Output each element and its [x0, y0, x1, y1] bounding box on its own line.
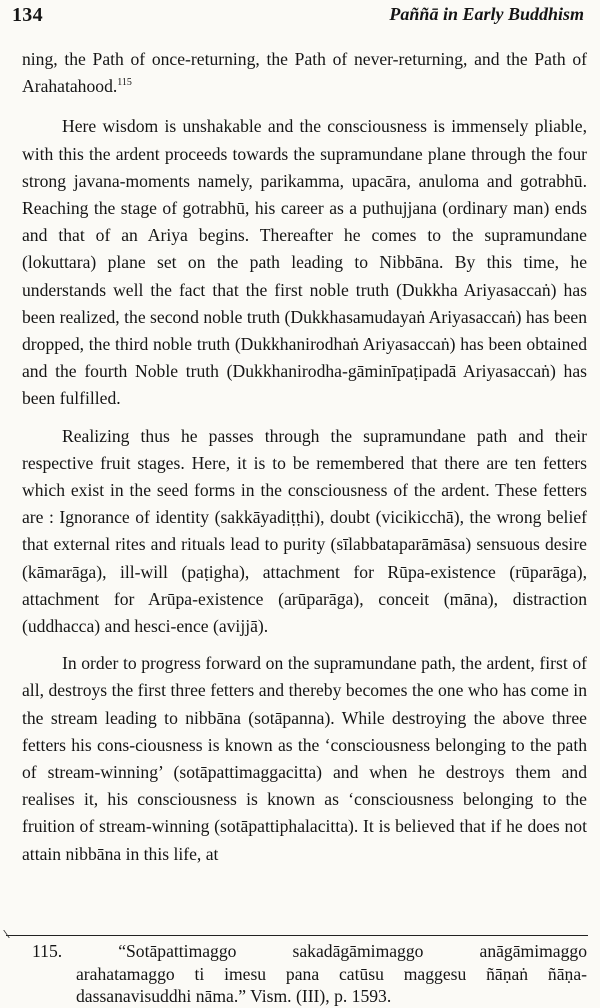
footnote-line: dassanavisuddhi nāma.” Vism. (III), p. 1593.: [76, 986, 392, 1006]
running-title: Paññā in Early Buddhism: [389, 4, 584, 24]
footnote-divider: [6, 935, 588, 936]
paragraph-stream-winning: In order to progress forward on the supramundane path, the ardent, first of all, destroys the first three fetters and thereby becomes the one who has come in the stream leading to nibbāna (sotāpanna). While destroying the above three fetters his cons-ciousness is known as the ‘consciousness belonging to the path of stream-winning’ (sotāpattimaggacitta) and when he destroys them and realises it, his consciousness is known as ‘consciousness belonging to the fruition of stream-winning (sotāpattiphalacitta). It is believed that if he does not attain nibbāna in this life, at: [22, 653, 587, 864]
paragraph-fetters: Realizing thus he passes through the supramundane path and their respective fruit stages. Here, it is to be remembered that there are ten fetters which exist in the seed forms in the consciousness of the ardent. These fetters are : Ignorance of identity (sakkāyadiṭṭhi), doubt (vicikicchā), the wrong belief that external rites and rituals lead to purity (sīlabbataparāmāsa) sensuous desire (kāmarāga), ill-will (paṭigha), attachment for Rūpa-existence (rūparāga), attachment for Arūpa-existence (arūparāga), conceit (māna), distraction (uddhacca) and hesci-ence (avijjā).: [22, 425, 587, 637]
running-head: [12, 4, 584, 30]
body-text: [22, 46, 587, 868]
footnote-line: 115. “Sotāpattimaggo sakadāgāmimaggo anāgāmimaggo: [32, 941, 587, 961]
page-number: 134: [12, 4, 43, 26]
footnote-line: arahatamaggo ti imesu pana catūsu maggesu ñāṇaṅ ñāṇa-: [76, 963, 587, 984]
footnote-reference[interactable]: 115: [117, 77, 132, 89]
footnote-115: [32, 940, 587, 1008]
paragraph-text: ning, the Path of once-returning, the Path of never-returning, and the Path of Arahatahood.: [22, 49, 587, 97]
paragraph-wisdom: Here wisdom is unshakable and the consciousness is immensely pliable, with this the ardent proceeds towards the supramundane plane through the four strong javana-moments namely, parikamma, upacāra, anuloma and gotrabhū. Reaching the stage of gotrabhū, his career as a puthujjana (ordinary man) ends and that of an Ariya begins. Thereafter he comes to the supramundane (lokuttara) plane set on the path leading to Nibbāna. By this time, he understands well the fact that the first noble truth (Dukkha Ariyasaccaṅ) has been realized, the second noble truth (Dukkhasamudayaṅ Ariyasaccaṅ) has been dropped, the third noble truth (Dukkhanirodhaṅ Ariyasaccaṅ) has been obtained and the fourth Noble truth (Dukkhanirodha-gāminīpaṭipadā Ariyasaccaṅ) has been fulfilled.: [22, 116, 587, 409]
paragraph-continuation: [22, 46, 587, 100]
